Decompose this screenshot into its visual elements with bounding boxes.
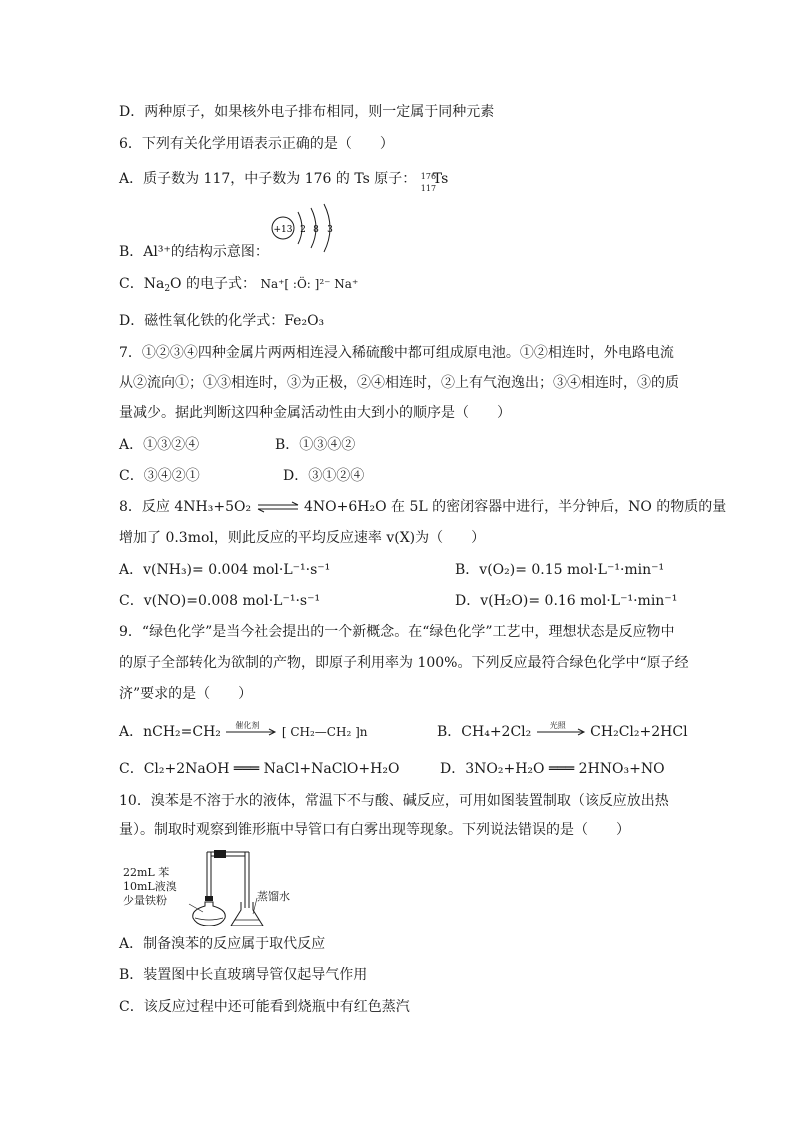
q9-line-1: 9．“绿色化学”是当今社会提出的一个新概念。在“绿色化学”工艺中，理想状态是反应物中 [119, 624, 675, 640]
bromobenzene-apparatus [119, 846, 319, 926]
element-symbol: Ts [432, 171, 449, 187]
q9-option-b-reactant: B．CH₄+2Cl₂ [437, 724, 532, 740]
shell-2-count: 8 [313, 225, 319, 235]
q5-option-d: D．两种原子，如果核外电子排布相同，则一定属于同种元素 [119, 104, 495, 120]
q8-option-b: B．v(O₂)= 0.15 mol·L⁻¹·min⁻¹ [455, 562, 665, 578]
label-benzene: 22mL 苯 [123, 866, 170, 879]
q9-option-a-reactant: A．nCH₂=CH₂ [119, 724, 221, 740]
q6-option-a [119, 169, 449, 193]
q7-line-2: 从②流向①；①③相连时，③为正极，②④相连时，②上有气泡逸出；③④相连时，③的质 [119, 375, 679, 391]
q10-option-a: A．制备溴苯的反应属于取代反应 [119, 936, 326, 952]
q7-line-3: 量减少。据此判断这四种金属活动性由大到小的顺序是（ ） [119, 405, 511, 421]
catalyst-label: 催化剂 [235, 721, 260, 730]
q8-option-d: D．v(H₂O)= 0.16 mol·L⁻¹·min⁻¹ [455, 593, 678, 609]
q6-option-d: D．磁性氧化铁的化学式：Fe₂O₃ [119, 313, 325, 329]
label-distilled-water: 蒸馏水 [257, 890, 290, 903]
atomic-number: 117 [420, 184, 437, 193]
q9-option-b-product: CH₂Cl₂+2HCl [590, 724, 688, 740]
al-ion-structure-diagram [266, 202, 346, 257]
q10-line-1: 10．溴苯是不溶于水的液体，常温下不与酸、碱反应，可用如图装置制取（该反应放出热 [119, 793, 669, 809]
shell-1-count: 2 [300, 225, 306, 235]
q6-option-c [119, 274, 358, 299]
q8-option-c: C．v(NO)=0.008 mol·L⁻¹·s⁻¹ [119, 593, 321, 609]
q9-option-b [437, 722, 688, 742]
q8-line-1 [119, 497, 726, 517]
label-bromine: 10mL液溴 [123, 880, 177, 893]
q8-option-a: A．v(NH₃)= 0.004 mol·L⁻¹·s⁻¹ [119, 562, 331, 578]
electron-formula: Na⁺[ :Ö: ]²⁻ Na⁺ [260, 277, 359, 291]
q9-line-3: 济”要求的是（ ） [119, 686, 253, 702]
reversible-arrow [256, 501, 300, 513]
nucleus-charge: +13 [273, 225, 293, 235]
q7-option-b: B．①③④② [275, 437, 356, 453]
q6-option-c-sub: 2 [164, 284, 171, 294]
q6-option-b: B．Al³⁺的结构示意图： [119, 244, 269, 260]
q9-option-a [119, 722, 367, 742]
reaction-arrow [536, 722, 586, 742]
q6-stem: 6．下列有关化学用语表示正确的是（ ） [119, 136, 394, 152]
q8-line-2: 增加了 0.3mol，则此反应的平均反应速率 v(X)为（ ） [119, 530, 486, 546]
q10-option-b: B．装置图中长直玻璃导管仅起导气作用 [119, 967, 368, 983]
q6-option-c-prefix: C．Na [119, 276, 165, 292]
q9-option-d: D．3NO₂+H₂O ═══ 2HNO₃+NO [440, 761, 665, 777]
shell-3-count: 3 [327, 225, 333, 235]
q7-line-1: 7．①②③④四种金属片两两相连浸入稀硫酸中都可组成原电池。①②相连时，外电路电流 [119, 345, 674, 361]
q7-option-c: C．③④②① [119, 468, 200, 484]
q7-option-a: A．①③②④ [119, 437, 200, 453]
q6-option-a-text: A．质子数为 117，中子数为 176 的 Ts 原子： [119, 171, 417, 187]
q8-products: 4NO+6H₂O 在 5L 的密闭容器中进行，半分钟后，NO 的物质的量 [303, 499, 727, 515]
reaction-arrow [225, 722, 277, 742]
q10-option-c: C．该反应过程中还可能看到烧瓶中有红色蒸汽 [119, 999, 410, 1015]
q7-option-d: D．③①②④ [283, 468, 365, 484]
q6-option-c-mid: O 的电子式： [170, 276, 256, 292]
q9-line-2: 的原子全部转化为欲制的产物，即原子利用率为 100%。下列反应最符合绿色化学中“原子经 [119, 655, 689, 671]
light-condition-label: 光照 [549, 721, 566, 730]
apparatus-drawing [119, 846, 319, 926]
label-iron-powder: 少量铁粉 [123, 894, 167, 907]
q8-reactants: 8．反应 4NH₃+5O₂ [119, 499, 252, 515]
q9-option-c: C．Cl₂+2NaOH ═══ NaCl+NaClO+H₂O [119, 761, 400, 777]
q10-line-2: 量）。制取时观察到锥形瓶中导管口有白雾出现等现象。下列说法错误的是（ ） [119, 822, 630, 838]
mass-number: 176 [420, 172, 437, 181]
q9-option-a-product: [ CH₂—CH₂ ]n [281, 725, 368, 739]
